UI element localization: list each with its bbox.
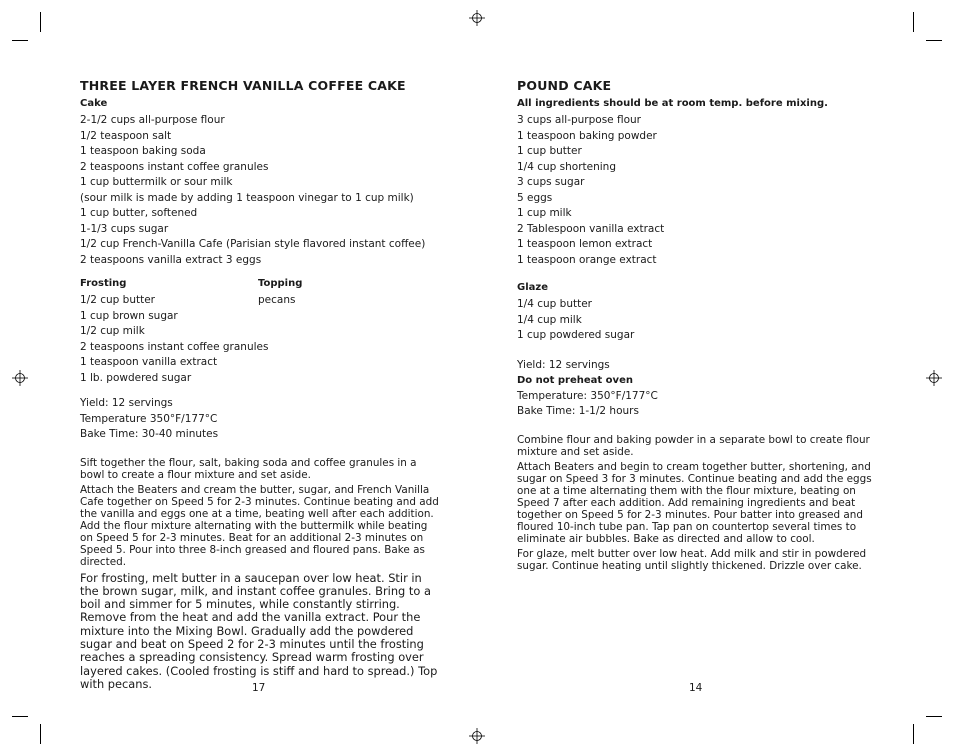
recipe-title: THREE LAYER FRENCH VANILLA COFFEE CAKE: [80, 78, 406, 93]
crop-mark: [40, 724, 41, 744]
ingredient-line: 1/2 cup milk: [80, 325, 145, 337]
crop-mark: [40, 12, 41, 32]
ingredient-line: 2 Tablespoon vanilla extract: [517, 222, 665, 235]
section-heading-topping: Topping: [258, 278, 303, 289]
ingredient-line: 1 teaspoon orange extract: [517, 253, 657, 266]
ingredient-line: 1 cup butter, softened: [80, 207, 198, 219]
frosting-direction-paragraph: For frosting, melt butter in a saucepan over low heat. Stir in the brown sugar, milk, and instant coffee granules. Bring to a boil and simmer for 5 minutes, while constantly stirring. Remove from the heat and add the vanilla extract. Pour the mixture into the Mixing Bowl. Gradually add the powdered sugar and beat on Speed 2 for 2-3 minutes until the frosting reaches a spreading consistency. Spread warm frosting over layered cakes. (Cooled frosting is stiff and hard to spread.) Top with pecans.: [80, 570, 438, 691]
ingredient-line: 1 teaspoon baking powder: [517, 129, 657, 142]
frosting-topping-block: [80, 278, 440, 386]
temperature-text: Temperature: 350°F/177°C: [517, 389, 658, 402]
ingredient-line: 1/4 cup butter: [517, 298, 592, 310]
ingredient-list-cake: [80, 113, 440, 268]
direction-paragraph: Combine flour and baking powder in a separate bowl to create flour mixture and set aside.: [517, 433, 870, 458]
section-heading-frosting: Frosting: [80, 278, 127, 289]
crop-mark: [913, 12, 914, 32]
bake-time-text: Bake Time: 30-40 minutes: [80, 428, 219, 440]
frosting-column: [80, 278, 269, 386]
ingredient-line: 1/2 cup French-Vanilla Cafe (Parisian style flavored instant coffee): [80, 238, 426, 250]
registration-mark-icon: [12, 370, 28, 386]
crop-mark: [12, 716, 28, 717]
ingredient-line: 1 lb. powdered sugar: [80, 371, 192, 384]
registration-mark-icon: [469, 728, 485, 744]
registration-mark-icon: [469, 10, 485, 26]
ingredient-line: 1/2 cup butter: [80, 294, 155, 306]
direction-paragraph: Attach Beaters and begin to cream together butter, shortening, and sugar on Speed 3 for 3 minutes. Continue beating and add the eggs one at a time alternating them with the flour mixture, beating on Speed 7 after each addition. Add remaining ingredients and beat together on Speed 5 for 2-3 minutes. Pour batter into greased and floured 10-inch tube pan. Tap pan on countertop several times to eliminate air bubbles. Bake as directed and allow to cool.: [517, 460, 872, 545]
ingredient-line: 2-1/2 cups all-purpose flour: [80, 114, 225, 126]
right-page: [517, 78, 887, 575]
ingredient-line: 1/4 cup milk: [517, 313, 582, 326]
ingredient-line: pecans: [258, 294, 296, 306]
room-temp-note: All ingredients should be at room temp. before mixing.: [517, 98, 828, 109]
ingredient-line: 1 cup butter: [517, 145, 582, 157]
ingredient-line: 1/4 cup shortening: [517, 160, 617, 173]
ingredient-line: 2 teaspoons instant coffee granules: [80, 340, 269, 353]
ingredient-line: 5 eggs: [517, 191, 553, 204]
crop-mark: [926, 40, 942, 41]
ingredient-line: 2 teaspoons instant coffee granules: [80, 160, 269, 173]
ingredient-line: 3 cups sugar: [517, 176, 585, 188]
section-heading-cake: Cake: [80, 98, 108, 109]
page-number: 17: [252, 682, 266, 694]
page-number: 14: [689, 682, 703, 694]
temperature-text: Temperature 350°F/177°C: [80, 412, 218, 425]
ingredient-line: 1 teaspoon vanilla extract: [80, 356, 218, 368]
section-heading-glaze: Glaze: [517, 282, 548, 293]
crop-mark: [926, 716, 942, 717]
ingredient-line: 1 cup brown sugar: [80, 309, 178, 322]
recipe-title: POUND CAKE: [517, 78, 612, 93]
registration-mark-icon: [926, 370, 942, 386]
ingredient-line: 1-1/3 cups sugar: [80, 222, 169, 235]
direction-paragraph: Attach the Beaters and cream the butter, sugar, and French Vanilla Cafe together on Speed 5 for 2-3 minutes. Continue beating and add the vanilla and eggs one at a time, beating well after each addition. Add the flour mixture alternating with the buttermilk while beating on Speed 5 for 2-3 minutes. Beat for an additional 2-3 minutes on Speed 5. Pour into three 8-inch greased and floured pans. Bake as directed.: [80, 483, 439, 568]
ingredient-line: 1 teaspoon lemon extract: [517, 238, 653, 250]
ingredient-line: 1 teaspoon baking soda: [80, 145, 206, 157]
ingredient-line: (sour milk is made by adding 1 teaspoon vinegar to 1 cup milk): [80, 191, 414, 204]
direction-paragraph: For glaze, melt butter over low heat. Add milk and stir in powdered sugar. Continue heating until slightly thickened. Drizzle over cake.: [517, 547, 867, 572]
ingredient-line: 3 cups all-purpose flour: [517, 114, 641, 126]
left-page: [80, 78, 440, 694]
topping-column: [258, 278, 408, 386]
no-preheat-note: Do not preheat oven: [517, 375, 633, 386]
ingredient-line: 1/2 teaspoon salt: [80, 129, 172, 142]
ingredient-line: 2 teaspoons vanilla extract 3 eggs: [80, 253, 262, 266]
yield-text: Yield: 12 servings: [80, 397, 173, 409]
crop-mark: [913, 724, 914, 744]
ingredient-line: 1 cup powdered sugar: [517, 329, 635, 341]
crop-mark: [12, 40, 28, 41]
yield-text: Yield: 12 servings: [517, 358, 610, 371]
ingredient-line: 1 cup milk: [517, 207, 572, 219]
ingredient-line: 1 cup buttermilk or sour milk: [80, 176, 233, 188]
ingredient-list-pound-cake: [517, 113, 887, 268]
direction-paragraph: Sift together the flour, salt, baking soda and coffee granules in a bowl to create a flour mixture and set aside.: [80, 456, 417, 481]
bake-time-text: Bake Time: 1-1/2 hours: [517, 405, 639, 417]
